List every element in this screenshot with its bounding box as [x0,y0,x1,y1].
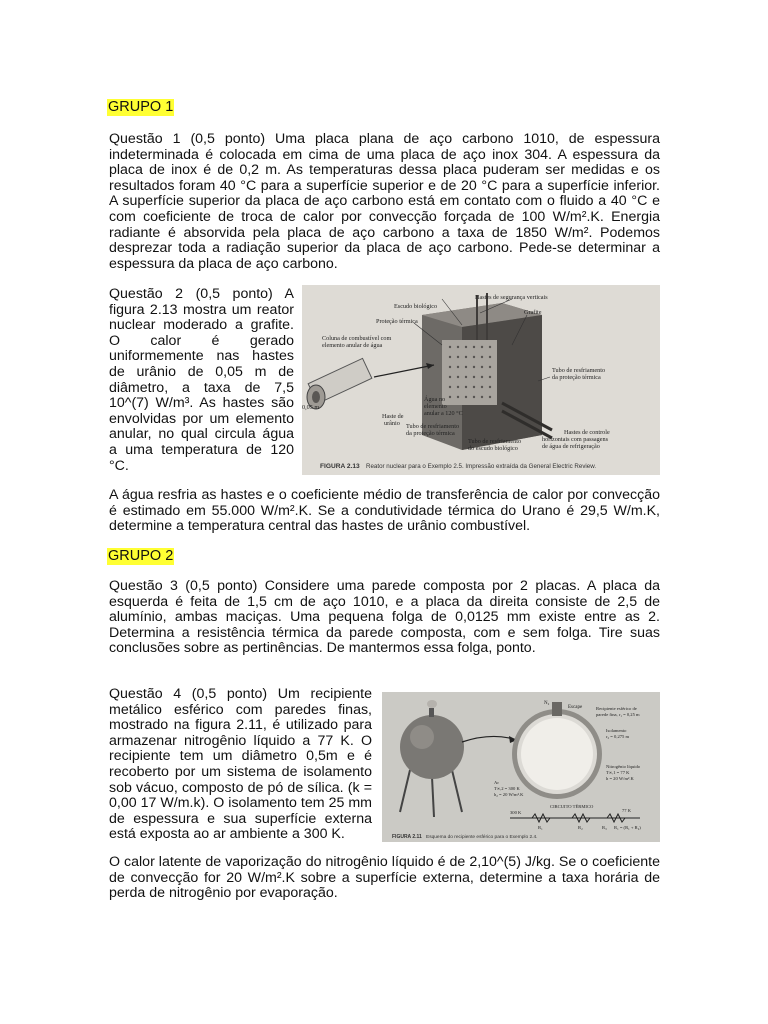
label-nitro-2: T∞,1 = 77 K [606,770,630,775]
label-hastes-ctrl-1: Hastes de controle [564,429,610,436]
label-r3: R₃ [602,825,607,830]
label-agua-1: Água no [424,396,446,403]
question-2-continuation: A água resfria as hastes e o coeficiente médio de transferência de calor por convecção é estimado em 55.000 W/m².K. Se a condutividade térmica do Urano é 29,5 W/m.K, determine a temperatura central das hastes de urânio combustível. [109,487,660,535]
label-rsum: R₁ = (R₁ + R₂) [614,825,641,830]
reactor-caption-number: FIGURA 2.13 [320,463,360,470]
label-escudo: Escudo biológico [394,303,438,310]
label-agua-3: anular a 120 °C [424,410,463,417]
question-1: Questão 1 (0,5 ponto) Uma placa plana de aço carbono 1010, de espessura indeterminada é colocada em cima de uma placa de aço inox 304. A espessura da placa de inox é de 0,2 m. As temperaturas dessa placa puderam ser medidas e os resultados foram 40 °C para a superfície superior e de 20 °C para a superfície inferior. A superfície superior da placa de aço carbono está em contato com o fluido a 40 °C e com coeficiente de troca de calor por convecção forçada de 100 W/m².K. Energia radiante é absorvida pela placa de aço carbono a taxa de 1850 W/m². Podemos desprezar toda a radiação superior da placa de aço carbono. Pede-se determinar a espessura da placa de aço carbono. [109,131,660,272]
label-t300: 300 K [510,810,522,815]
label-recip-1: Recipiente esférico de [596,706,637,711]
grupo-2-heading: GRUPO 2 [108,548,174,564]
label-ar-3: h₂ = 20 W/m².K [494,792,524,797]
sphere-caption: Esquema do recipiente esférico para o Exemplo 2.4. [426,835,538,840]
label-tubo-esc-2: do escudo biológico [468,445,518,452]
label-recip-2: parede fina, r₁ = 0,25 m [596,712,640,717]
label-isol-2: r₂ = 0,275 m [606,734,630,739]
label-haste-1: Haste de [382,413,404,420]
label-tubo-prot-2: da proteção térmica [552,374,601,381]
label-coluna-2: elemento anular de água [322,342,383,349]
label-ar-1: Ar [494,780,499,785]
reactor-caption: Reator nuclear para o Exemplo 2.5. Impressão extraída da General Electric Review. [366,463,597,470]
label-r2: R₂ [578,825,583,830]
question-2: Questão 2 (0,5 ponto) A figura 2.13 mostra um reator nuclear moderado a grafite. O calor é gerado uniformemente nas hastes de urânio de 0,05 m de diâmetro, a taxa de 7,5 10^(7) W/m³. As hastes são envolvidas por um elemento anular, no qual circula água a uma temperatura de 120 °C. [109,286,294,474]
label-grafite: Grafite [524,309,542,316]
label-tubo-res-1: Tubo de resfriamento [406,423,460,430]
label-hastes-seguranca: Hastes de segurança verticais [475,294,548,301]
label-agua-2: elemento [424,403,447,410]
label-coluna-1: Coluna de combustível com [322,335,392,342]
grupo-1-heading: GRUPO 1 [108,99,174,115]
label-tubo-esc-1: Tubo de resfriamento [468,438,522,445]
label-hastes-ctrl-2: horizontais com passagens [542,436,608,443]
label-nitro-3: h = 20 W/m².K [606,776,634,781]
label-n2: N₂ [544,701,550,706]
label-tubo-res-2: da proteção térmica [406,430,455,437]
label-hastes-ctrl-3: de água de refrigeração [542,443,600,450]
sphere-caption-number: FIGURA 2.11 [392,834,422,840]
label-escape: Escape [568,705,583,710]
label-tubo-prot-1: Tubo de resfriamento [552,367,606,374]
question-4-continuation: O calor latente de vaporização do nitrogênio líquido é de 2,10^(5) J/kg. Se o coeficiente de convecção for 20 W/m².K sobre a superfície externa, determine a taxa horária de perda de nitrogênio por evaporação. [109,854,660,902]
label-t77: 77 K [622,808,632,813]
reactor-figure [302,285,660,475]
sphere-figure [382,692,660,842]
label-circuito: CIRCUITO TÉRMICO [550,804,594,809]
question-3: Questão 3 (0,5 ponto) Considere uma parede composta por 2 placas. A placa da esquerda é feita de 1,5 cm de aço 1010, e a placa da direita consiste de 2,5 de alumínio, ambas maciças. Uma pequena folga de 0,0125 mm existe entre as 2. Determina a resistência térmica da parede composta, com e sem folga. Tire suas conclusões sobre as pertinências. De mantermos essa folga, ponto. [109,578,660,657]
label-ar-2: T∞,2 = 300 K [494,786,520,791]
label-protecao: Proteção térmica [376,318,418,325]
label-r1: R₁ [538,825,543,830]
label-haste-2: urânio [384,420,400,427]
label-isol-1: Isolamento [606,728,627,733]
label-nitro-1: Nitrogênio líquido [606,764,641,769]
question-4: Questão 4 (0,5 ponto) Um recipiente metálico esférico com paredes finas, mostrado na figura 2.11, é utilizado para armazenar nitrogênio líquido a 77 K. O recipiente tem um diâmetro 0,5m e é recoberto por um sistema de isolamento sob vácuo, composto de pó de sílica. (k = 0,00 17 W/m.k). O isolamento tem 25 mm de espessura e sua superfície externa está exposta ao ar ambiente a 300 K. [109,686,372,843]
label-dim: 0,05 m [302,404,320,411]
